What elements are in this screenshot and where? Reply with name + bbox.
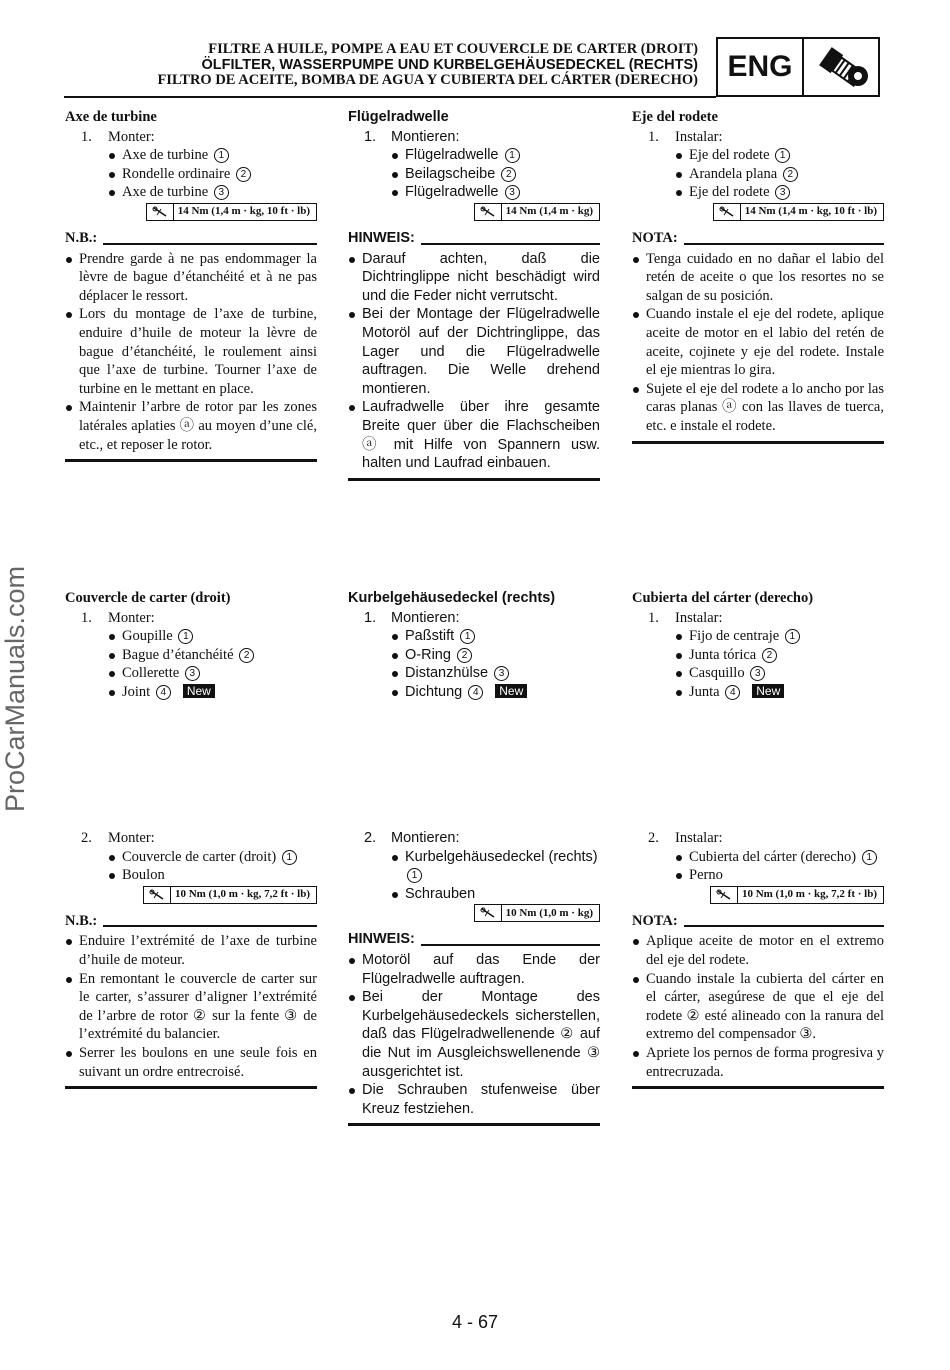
de-section-impeller-shaft [348, 108, 600, 481]
de-section-crankcase-cover [348, 589, 600, 702]
list-item: Flügelradwelle 1 [390, 146, 600, 165]
list-item: Perno [674, 866, 884, 885]
lang-badge-label: ENG [718, 39, 804, 95]
step: 1. Montieren: [364, 128, 460, 145]
section-title: Kurbelgehäusedeckel (rechts) [348, 590, 556, 606]
note-item: Cuando instale el eje del rodete, aplique aceite de motor en el labio del retén de aceite, cojinete y eje del rodete. Instale el eje mientras lo gira. [632, 305, 884, 379]
torque-spec [348, 904, 600, 922]
torque-wrench-icon [144, 887, 171, 903]
fr-section-cover-install [65, 829, 317, 1089]
part-list [65, 848, 317, 885]
section-badge [716, 37, 880, 97]
torque-value: 14 Nm (1,4 m · kg, 10 ft · lb) [744, 205, 877, 218]
section-end-rule [632, 441, 884, 444]
step: 1. Montieren: [364, 609, 460, 626]
section-title: Cubierta del cárter (derecho) [632, 590, 814, 606]
note-item: Laufradwelle über ihre gesamte Breite quer über die Flachscheiben ⓐ mit Hilfe von Spannern usw. halten und Laufrad einbauen. [348, 398, 600, 472]
section-end-rule [65, 459, 317, 462]
list-item: Paßstift 1 [390, 627, 600, 646]
list-item: Arandela plana 2 [674, 165, 884, 184]
part-list [632, 146, 884, 202]
section-end-rule [348, 1123, 600, 1126]
list-item: Couvercle de carter (droit) 1 [107, 848, 317, 867]
step: 1. Instalar: [648, 609, 723, 626]
note-heading: HINWEIS: [348, 930, 600, 949]
list-item: Casquillo 3 [674, 664, 884, 683]
torque-value: 10 Nm (1,0 m · kg, 7,2 ft · lb) [741, 888, 877, 901]
list-item: Eje del rodete 1 [674, 146, 884, 165]
part-list [65, 146, 317, 202]
list-item: Eje del rodete 3 [674, 183, 884, 202]
note-item: Motoröl auf das Ende der Flügelradwelle auftragen. [348, 951, 600, 988]
torque-spec [632, 886, 884, 904]
note-heading: HINWEIS: [348, 229, 600, 248]
part-list [65, 627, 317, 701]
note-heading: N.B.: [65, 912, 317, 931]
note-item: Darauf achten, daß die Dichtringlippe nicht beschädigt wird und die Feder nicht verrutscht. [348, 250, 600, 306]
note-heading: NOTA: [632, 229, 884, 248]
header-title-fr: FILTRE A HUILE, POMPE A EAU ET COUVERCLE DE CARTER (DROIT) [208, 41, 698, 57]
note-item: Apriete los pernos de forma progresiva y entrecruzada. [632, 1044, 884, 1081]
part-list [348, 146, 600, 202]
step-number: 1. [81, 128, 92, 145]
torque-spec [348, 203, 600, 221]
section-end-rule [65, 1086, 317, 1089]
list-item: Goupille 1 [107, 627, 317, 646]
part-list [632, 848, 884, 885]
torque-wrench-icon [147, 204, 174, 220]
list-item: Rondelle ordinaire 2 [107, 165, 317, 184]
header-title-de: ÖLFILTER, WASSERPUMPE UND KURBELGEHÄUSEDECKEL (RECHTS) [201, 56, 698, 73]
note-item: Sujete el eje del rodete a lo ancho por las caras planas ⓐ con las llaves de tuerca, etc. e instale el rodete. [632, 380, 884, 436]
torque-value: 10 Nm (1,0 m · kg, 7,2 ft · lb) [174, 888, 310, 901]
fr-section-turbine-shaft [65, 108, 317, 462]
list-item: Fijo de centraje 1 [674, 627, 884, 646]
list-item: Dichtung 4 New [390, 683, 600, 702]
note-item: Lors du montage de l’axe de turbine, enduire d’huile de moteur la lèvre de bague d’étanchéité, le roulement ainsi que l’axe de turbine. Tourner l’axe de turbine en le mettant en place. [65, 305, 317, 398]
page-header-titles [157, 42, 698, 89]
part-list [348, 848, 600, 904]
list-item: Cubierta del cárter (derecho) 1 [674, 848, 884, 867]
torque-wrench-icon [475, 905, 502, 921]
engine-bolt-icon [804, 39, 878, 95]
note-list [632, 932, 884, 1081]
list-item: Flügelradwelle 3 [390, 183, 600, 202]
note-item: Bei der Montage des Kurbelgehäusedeckels sicherstellen, daß das Flügelradwellenende ② auf die Nut im Ausgleichswellenende ③ ausgerichtet ist. [348, 988, 600, 1081]
step: 2. Monter: [81, 830, 155, 846]
page-number: 4 - 67 [451, 1312, 499, 1332]
es-section-impeller-shaft [632, 108, 884, 444]
section-end-rule [632, 1086, 884, 1089]
torque-wrench-icon [711, 887, 738, 903]
step: 1. Monter: [81, 609, 155, 626]
note-item: Serrer les boulons en une seule fois en suivant un ordre entrecroisé. [65, 1044, 317, 1081]
note-item: Die Schrauben stufenweise über Kreuz festziehen. [348, 1081, 600, 1118]
list-item: Junta 4 New [674, 683, 884, 702]
torque-wrench-icon [714, 204, 741, 220]
list-item: Kurbelgehäusedeckel (rechts) 1 [390, 848, 600, 885]
torque-spec [632, 203, 884, 221]
note-item: Cuando instale la cubierta del cárter en el cárter, asegúrese de que el eje del rodete ② esté alineado con la ranura del extremo del compensador ③. [632, 970, 884, 1044]
list-item: Distanzhülse 3 [390, 664, 600, 683]
step: 2. Instalar: [648, 830, 723, 846]
watermark: ProCarManuals.com [0, 565, 30, 813]
part-list [348, 627, 600, 701]
list-item: Collerette 3 [107, 664, 317, 683]
list-item: Boulon [107, 866, 317, 885]
torque-spec [65, 203, 317, 221]
note-list [65, 250, 317, 455]
fr-section-crankcase-cover [65, 589, 317, 702]
list-item: Bague d’étanchéité 2 [107, 646, 317, 665]
note-list [348, 250, 600, 473]
section-title: Couvercle de carter (droit) [65, 590, 231, 606]
list-item: Beilagscheibe 2 [390, 165, 600, 184]
section-title: Axe de turbine [65, 109, 157, 125]
section-title: Flügelradwelle [348, 109, 449, 125]
step: 2. Montieren: [364, 830, 460, 846]
note-heading: NOTA: [632, 912, 884, 931]
es-section-cover-install [632, 829, 884, 1089]
torque-wrench-icon [475, 204, 502, 220]
torque-value: 14 Nm (1,4 m · kg) [505, 205, 593, 218]
list-item: Axe de turbine 1 [107, 146, 317, 165]
note-item: Maintenir l’arbre de rotor par les zones latérales aplaties ⓐ au moyen d’une clé, etc., et reposer le rotor. [65, 398, 317, 454]
header-title-es: FILTRO DE ACEITE, BOMBA DE AGUA Y CUBIERTA DEL CÁRTER (DERECHO) [157, 72, 698, 88]
note-item: En remontant le couvercle de carter sur le carter, s’assurer d’aligner l’extrémité de l’arbre de rotor ② sur la fente ③ de l’extrémité du balancier. [65, 970, 317, 1044]
de-section-cover-install [348, 829, 600, 1126]
list-item: O-Ring 2 [390, 646, 600, 665]
note-item: Aplique aceite de motor en el extremo del eje del rodete. [632, 932, 884, 969]
note-list [348, 951, 600, 1118]
es-section-crankcase-cover [632, 589, 884, 702]
section-end-rule [348, 478, 600, 481]
list-item: Axe de turbine 3 [107, 183, 317, 202]
new-part-badge: New [183, 684, 215, 698]
note-list [65, 932, 317, 1081]
section-title: Eje del rodete [632, 109, 718, 125]
new-part-badge: New [495, 684, 527, 698]
new-part-badge: New [752, 684, 784, 698]
step-label: Monter: [108, 128, 155, 145]
note-item: Enduire l’extrémité de l’axe de turbine d’huile de moteur. [65, 932, 317, 969]
torque-value: 10 Nm (1,0 m · kg) [505, 906, 593, 919]
step [65, 128, 317, 147]
list-item: Schrauben [390, 885, 600, 904]
list-item: Junta tórica 2 [674, 646, 884, 665]
header-rule [64, 96, 716, 98]
note-item: Tenga cuidado en no dañar el labio del retén de aceite o que los resortes no se salgan de su posición. [632, 250, 884, 306]
note-item: Prendre garde à ne pas endommager la lèvre de bague d’étanchéité et à ne pas déplacer le ressort. [65, 250, 317, 306]
list-item: Joint 4 New [107, 683, 317, 702]
torque-value: 14 Nm (1,4 m · kg, 10 ft · lb) [177, 205, 310, 218]
note-item: Bei der Montage der Flügelradwelle Motoröl auf der Dichtringlippe, das Lager und die Flügelradwelle auftragen. Die Welle drehend montieren. [348, 305, 600, 398]
step: 1. Instalar: [648, 128, 723, 145]
torque-spec [65, 886, 317, 904]
note-heading: N.B.: [65, 229, 317, 248]
part-list [632, 627, 884, 701]
note-list [632, 250, 884, 436]
